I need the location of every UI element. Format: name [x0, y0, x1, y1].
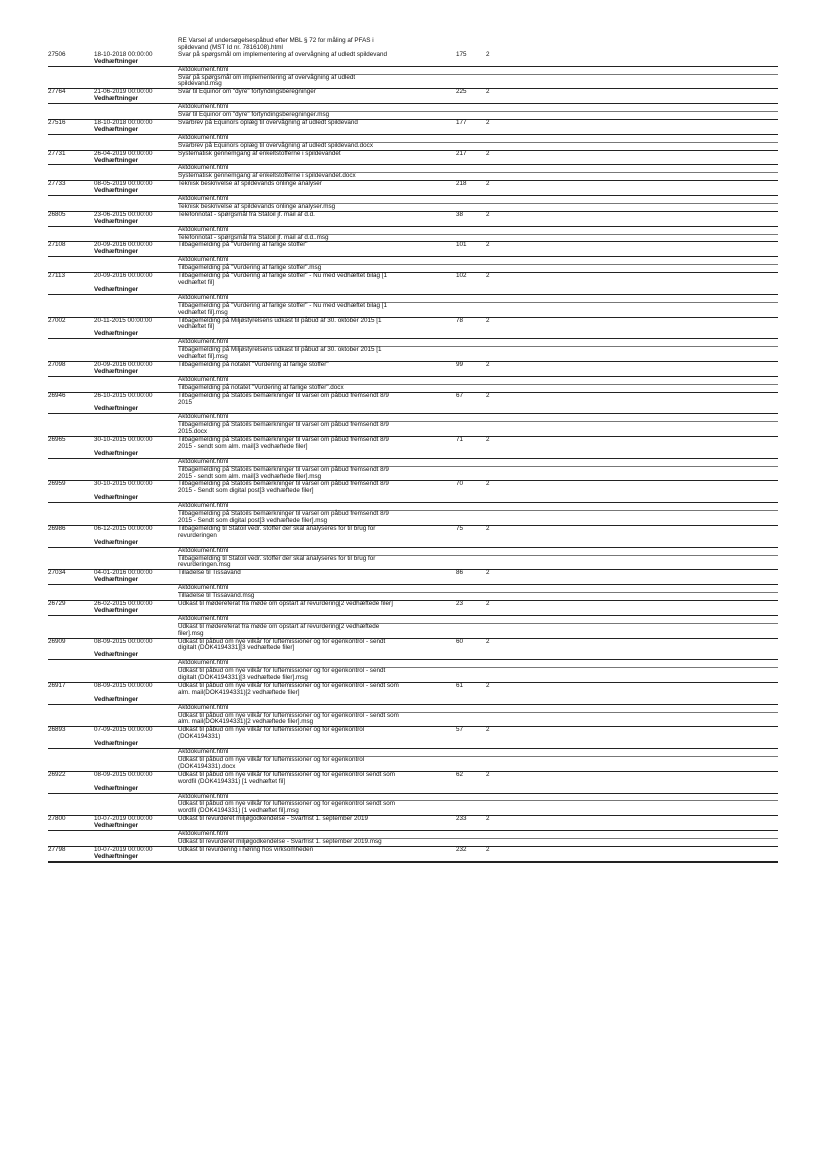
- attachment-line: wordfil (DOK4194331) [1 vedhæftet fil].msg: [178, 807, 299, 815]
- record-block: [48, 120, 778, 151]
- record-title: [178, 362, 456, 369]
- record-date: 18-10-2018 00:00:00: [94, 118, 153, 126]
- record-pages: 2: [486, 272, 490, 280]
- record-date: 26-04-2019 00:00:00: [94, 149, 153, 157]
- record-id: 27764: [48, 88, 66, 96]
- record-title-line: Tilladelse til Tissavand: [178, 569, 241, 577]
- record-block: [48, 847, 778, 863]
- record-id: 26917: [48, 681, 66, 689]
- attachment-line: 2015 - Sendt som digital post[3 vedhæftede filer].msg: [178, 517, 328, 524]
- attachment-line: revurderingen.msg: [178, 561, 231, 569]
- record-row: [48, 89, 778, 96]
- attachment-line: vedhæftet fil].msg: [178, 353, 228, 361]
- record-block: [48, 639, 778, 683]
- attachments-label: Vedhæftninger: [48, 331, 778, 339]
- attachments-list: [48, 295, 778, 317]
- record-id: 26909: [48, 637, 66, 645]
- record-title-line: Tilbagemelding på Statoils bemærkninger til varsel om påbud fremsendt 8/9: [178, 391, 389, 399]
- record-id: 27733: [48, 180, 66, 188]
- attachments-label: Vedhæftninger: [48, 786, 778, 794]
- record-pages: 2: [486, 241, 490, 249]
- attachments-label: Vedhæftninger: [48, 369, 778, 377]
- record-row: [48, 570, 778, 577]
- record-date: 08-05-2019 00:00:00: [94, 180, 153, 188]
- document-page: [48, 38, 778, 863]
- record-title-line: Svar til Equinor om "dyre" fortyndingsberegninger: [178, 88, 316, 96]
- record-block: [48, 52, 778, 90]
- record-id: 27002: [48, 316, 66, 324]
- lead-text-line: spildevand (MST Id nr. 7816108).html: [178, 43, 283, 51]
- record-row: [48, 772, 778, 786]
- record-row: [48, 242, 778, 249]
- record-id: 27798: [48, 845, 66, 853]
- record-block: [48, 89, 778, 120]
- record-title-line: Tilbagemelding på Miljøstyrelsens udkast til påbud af 30. oktober 2015 [1: [178, 316, 382, 324]
- record-title-line: Udkast til mødereferat fra møde om opstart af revurdering[2 vedhæftede filer]: [178, 599, 393, 607]
- record-pages: 2: [486, 118, 490, 126]
- attachments-list: [48, 414, 778, 436]
- record-row: [48, 639, 778, 653]
- record-number: 102: [456, 272, 467, 280]
- record-pages: 2: [486, 681, 490, 689]
- attachment-line: spildevand.msg: [178, 80, 222, 88]
- attachment-line: Udkast til påbud om nye vilkår for luftemissioner og for egenkontrol - sendt som: [178, 712, 778, 720]
- record-id: 26986: [48, 524, 66, 532]
- record-pages: 2: [486, 50, 490, 58]
- attachments-list: [48, 459, 778, 481]
- record-number: 86: [456, 569, 464, 577]
- record-title-line: Telefonnotat - spørgsmål fra Statoil jf. mail af d.d.: [178, 210, 315, 218]
- record-id: 27800: [48, 815, 66, 823]
- attachments-list: [48, 749, 778, 771]
- record-pages: 2: [486, 845, 490, 853]
- attachment-line: Aktdokument.html: [178, 748, 229, 756]
- record-title-line: Tilbagemelding på "Vurdering af farlige stoffer" - Nu med vedhæftet bilag [1: [178, 272, 387, 280]
- record-date: 04-01-2016 00:00:00: [94, 569, 153, 577]
- attachment-line: Aktdokument.html: [178, 614, 229, 622]
- record-title: [178, 683, 456, 697]
- attachments-label: Vedhæftninger: [48, 59, 778, 67]
- attachment-line: Aktdokument.html: [178, 65, 229, 73]
- record-title: [178, 847, 456, 854]
- record-title-line: revurderingen: [178, 531, 217, 539]
- attachments-list: [48, 104, 778, 119]
- attachments-list: [48, 831, 778, 846]
- attachments-label: Vedhæftninger: [48, 451, 778, 459]
- record-row: [48, 601, 778, 608]
- record-block: [48, 437, 778, 481]
- attachment-line: 2015 - sendt som alm. mail[3 vedhæftede filer].msg: [178, 472, 322, 480]
- record-title: [178, 318, 456, 332]
- record-number: 57: [456, 726, 464, 734]
- attachments-label: Vedhæftninger: [48, 219, 778, 227]
- record-block: [48, 601, 778, 639]
- attachment-line: Svar til Equinor om "dyre" fortyndingsberegninger.msg: [178, 111, 778, 119]
- record-title-line: Udkast til påbud om nye vilkår for luftemissioner og for egenkontrol - sendt: [178, 637, 386, 645]
- record-date: 10-07-2019 00:00:00: [94, 815, 153, 823]
- attachment-line: Tilbagemelding på notatet "Vurdering af farlige stoffer".docx: [178, 384, 778, 392]
- record-date: 23-06-2015 00:00:00: [94, 210, 153, 218]
- attachment-line: Aktdokument.html: [178, 256, 229, 264]
- record-number: 62: [456, 770, 464, 778]
- record-number: 101: [456, 241, 467, 249]
- lead-continuation: [48, 38, 778, 52]
- record-title-line: Udkast til påbud om nye vilkår for luftemissioner og for egenkontrol: [178, 726, 365, 734]
- attachment-line: Svarbrev på Equinors oplæg til overvågning af udledt spildevand.docx: [178, 142, 778, 150]
- record-title-line: 2015 - Sendt som digital post[3 vedhæftede filer]: [178, 487, 314, 495]
- attachment-line: Tilbagemelding på Miljøstyrelsens udkast til påbud af 30. oktober 2015 [1: [178, 346, 778, 354]
- record-row: [48, 273, 778, 287]
- attachment-line: vedhæftet fil].msg: [178, 308, 228, 316]
- record-title-line: Udkast til påbud om nye vilkår for luftemissioner og for egenkontrol - sendt som: [178, 681, 399, 689]
- record-title-line: vedhæftet fil]: [178, 323, 215, 331]
- record-title-line: alm. mail(DOK4194331)[2 vedhæftede filer]: [178, 688, 300, 696]
- record-row: [48, 52, 778, 59]
- attachment-line: Aktdokument.html: [178, 164, 229, 172]
- attachment-line: Teknisk beskrivelse af spildevands onlinge analyser.msg: [178, 203, 778, 211]
- record-date: 18-10-2018 00:00:00: [94, 50, 153, 58]
- record-date: 30-10-2015 00:00:00: [94, 480, 153, 488]
- attachment-line: Aktdokument.html: [178, 103, 229, 111]
- attachments-label: Vedhæftninger: [48, 127, 778, 135]
- record-title-line: Udkast til revurderet miljøgodkendelse - Svarfrist 1. september 2019: [178, 815, 369, 823]
- record-row: [48, 151, 778, 158]
- attachment-line: Aktdokument.html: [178, 792, 229, 800]
- record-id: 27113: [48, 272, 66, 280]
- attachment-line: Udkast til påbud om nye vilkår for luftemissioner og for egenkontrol - sendt: [178, 667, 778, 675]
- record-title: [178, 120, 456, 127]
- attachments-label: Vedhæftninger: [48, 823, 778, 831]
- record-title-line: wordfil (DOK4194331) [1 vedhæftet fil]: [178, 777, 286, 785]
- record-title: [178, 639, 456, 653]
- attachment-line: Tilladelse til Tissavand.msg: [178, 592, 778, 600]
- record-number: 61: [456, 681, 464, 689]
- record-block: [48, 481, 778, 525]
- record-title-line: 2015 - sendt som alm. mail[3 vedhæftede filer]: [178, 442, 308, 450]
- attachment-line: Aktdokument.html: [178, 195, 229, 203]
- record-number: 177: [456, 118, 467, 126]
- record-date: 26-10-2015 00:00:00: [94, 391, 153, 399]
- record-number: 217: [456, 149, 467, 157]
- attachments-list: [48, 257, 778, 272]
- record-title: [178, 601, 456, 608]
- record-block: [48, 393, 778, 437]
- attachments-label: Vedhæftninger: [48, 96, 778, 104]
- record-row: [48, 181, 778, 188]
- record-number: 70: [456, 480, 464, 488]
- attachments-list: [48, 503, 778, 525]
- attachments-label: Vedhæftninger: [48, 741, 778, 749]
- record-title-line: digitalt (DOK4194331)[3 vedhæftede filer]: [178, 644, 295, 652]
- attachments-list: [48, 616, 778, 638]
- attachments-label: Vedhæftninger: [48, 495, 778, 503]
- record-title-line: Svarbrev på Equinors oplæg til overvågning af udledt spildevand: [178, 118, 358, 126]
- attachment-line: Aktdokument.html: [178, 457, 229, 465]
- record-title-line: Systematisk gennemgang af enkeltstofferne i spildevandet: [178, 149, 341, 157]
- record-number: 75: [456, 524, 464, 532]
- attachment-line: Aktdokument.html: [178, 375, 229, 383]
- record-title: [178, 181, 456, 188]
- record-block: [48, 181, 778, 212]
- attachments-list: [48, 67, 778, 89]
- attachment-line: (DOK4194331).docx: [178, 762, 236, 770]
- attachment-line: Aktdokument.html: [178, 659, 229, 667]
- attachment-line: 2015.docx: [178, 428, 208, 436]
- record-id: 27034: [48, 569, 66, 577]
- record-title-line: Tilbagemelding på notatet "Vurdering af farlige stoffer": [178, 360, 329, 368]
- attachments-label: Vedhæftninger: [48, 249, 778, 257]
- record-row: [48, 481, 778, 495]
- attachment-line: Aktdokument.html: [178, 413, 229, 421]
- record-number: 38: [456, 210, 464, 218]
- record-title-line: Svar på spørgsmål om implementering af overvågning af udledt spildevand: [178, 50, 387, 58]
- record-row: [48, 816, 778, 823]
- record-block: [48, 570, 778, 601]
- attachments-label: Vedhæftninger: [48, 577, 778, 585]
- record-number: 67: [456, 391, 464, 399]
- attachments-label: Vedhæftninger: [48, 188, 778, 196]
- attachments-list: [48, 585, 778, 600]
- record-title: [178, 526, 456, 540]
- record-pages: 2: [486, 524, 490, 532]
- attachment-line: Aktdokument.html: [178, 338, 229, 346]
- record-pages: 2: [486, 149, 490, 157]
- record-row: [48, 437, 778, 451]
- record-id: 26959: [48, 480, 66, 488]
- attachment-line: Aktdokument.html: [178, 502, 229, 510]
- attachments-list: [48, 660, 778, 682]
- record-pages: 2: [486, 88, 490, 96]
- attachment-line: digitalt (DOK4194331)[3 vedhæftede filer].msg: [178, 674, 308, 682]
- record-pages: 2: [486, 815, 490, 823]
- record-row: [48, 318, 778, 332]
- record-pages: 2: [486, 569, 490, 577]
- record-block: [48, 816, 778, 847]
- attachment-line: Udkast til påbud om nye vilkår for luftemissioner og for egenkontrol sendt som: [178, 800, 778, 808]
- record-title: [178, 437, 456, 451]
- record-pages: 2: [486, 316, 490, 324]
- record-pages: 2: [486, 726, 490, 734]
- attachment-line: alm. mail(DOK4194331)[2 vedhæftede filer].msg: [178, 718, 314, 726]
- attachment-line: Udkast til mødereferat fra møde om opstart af revurdering[2 vedhæftede: [178, 623, 778, 631]
- record-block: [48, 151, 778, 182]
- record-title: [178, 816, 456, 823]
- attachments-list: [48, 165, 778, 180]
- record-number: 99: [456, 360, 464, 368]
- attachments-label: Vedhæftninger: [48, 287, 778, 295]
- record-title-line: 2015: [178, 398, 193, 406]
- attachment-line: Aktdokument.html: [178, 546, 229, 554]
- record-date: 20-09-2016 00:00:00: [94, 241, 153, 249]
- record-pages: 2: [486, 436, 490, 444]
- record-date: 08-09-2015 00:00:00: [94, 770, 153, 778]
- record-row: [48, 212, 778, 219]
- attachments-list: [48, 705, 778, 727]
- record-title: [178, 481, 456, 495]
- record-date: 21-06-2019 00:00:00: [94, 88, 153, 96]
- record-id: 27506: [48, 50, 66, 58]
- record-date: 20-11-2015 00:00:00: [94, 316, 153, 324]
- attachment-line: Aktdokument.html: [178, 584, 229, 592]
- record-pages: 2: [486, 599, 490, 607]
- record-title: [178, 273, 456, 287]
- record-number: 175: [456, 50, 467, 58]
- record-number: 78: [456, 316, 464, 324]
- record-number: 225: [456, 88, 467, 96]
- record-pages: 2: [486, 391, 490, 399]
- record-pages: 2: [486, 180, 490, 188]
- record-title: [178, 570, 456, 577]
- attachments-list: [48, 794, 778, 816]
- attachments-list: [48, 548, 778, 570]
- record-title: [178, 151, 456, 158]
- attachment-line: filer].msg: [178, 629, 204, 637]
- record-row: [48, 526, 778, 540]
- attachments-label: Vedhæftninger: [48, 540, 778, 548]
- record-row: [48, 362, 778, 369]
- attachments-label: Vedhæftninger: [48, 697, 778, 705]
- record-id: 26946: [48, 391, 66, 399]
- attachment-line: Tilbagemelding på "Vurdering af farlige stoffer" - Nu med vedhæftet bilag [1: [178, 302, 778, 310]
- record-date: 08-09-2015 00:00:00: [94, 637, 153, 645]
- record-title-line: Tilbagemelding på "Vurdering af farlige stoffer": [178, 241, 308, 249]
- attachment-line: Tilbagemelding til Statoil vedr. stoffer der skal analyseres for til brug for: [178, 555, 778, 563]
- record-title: [178, 212, 456, 219]
- lead-text-line: RE Varsel af undersøgelsespåbud efter MBL § 72 for måling af PFAS i: [178, 37, 374, 44]
- record-date: 20-09-2016 00:00:00: [94, 272, 153, 280]
- record-block: [48, 526, 778, 570]
- record-pages: 2: [486, 770, 490, 778]
- record-row: [48, 393, 778, 407]
- record-title: [178, 89, 456, 96]
- record-pages: 2: [486, 637, 490, 645]
- record-id: 26965: [48, 436, 66, 444]
- record-date: 08-09-2015 00:00:00: [94, 681, 153, 689]
- attachments-list: [48, 227, 778, 242]
- attachment-line: Udkast til revurderet miljøgodkendelse - Svarfrist 1. september 2019.msg: [178, 838, 778, 846]
- record-id: 26922: [48, 770, 66, 778]
- record-block: [48, 273, 778, 317]
- attachments-label: Vedhæftninger: [48, 158, 778, 166]
- records-list: [48, 52, 778, 863]
- record-title: [178, 772, 456, 786]
- record-title: [178, 242, 456, 249]
- record-block: [48, 362, 778, 393]
- attachments-label: Vedhæftninger: [48, 406, 778, 414]
- attachment-line: Tilbagemelding på Statoils bemærkninger til varsel om påbud fremsendt 8/9: [178, 421, 778, 429]
- record-block: [48, 242, 778, 273]
- record-title-line: Tilbagemelding til Statoil vedr. stoffer der skal analyseres for til brug for: [178, 524, 376, 532]
- record-number: 218: [456, 180, 467, 188]
- attachment-line: Aktdokument.html: [178, 133, 229, 141]
- record-number: 232: [456, 845, 467, 853]
- record-block: [48, 318, 778, 362]
- record-pages: 2: [486, 360, 490, 368]
- attachments-list: [48, 377, 778, 392]
- record-date: 10-07-2019 00:00:00: [94, 845, 153, 853]
- attachment-line: Udkast til påbud om nye vilkår for luftemissioner og for egenkontrol: [178, 756, 778, 764]
- attachment-line: Aktdokument.html: [178, 703, 229, 711]
- record-date: 20-09-2016 00:00:00: [94, 360, 153, 368]
- record-block: [48, 772, 778, 816]
- record-number: 23: [456, 599, 464, 607]
- record-title-line: vedhæftet fil]: [178, 279, 215, 286]
- record-title-line: Tilbagemelding på Statoils bemærkninger til varsel om påbud fremsendt 8/9: [178, 436, 389, 444]
- attachment-line: Telefonnotat - spørgsmål fra Statoil jf. mail af d.d..msg: [178, 234, 778, 242]
- attachments-list: [48, 196, 778, 211]
- record-number: 233: [456, 815, 467, 823]
- attachments-label: Vedhæftninger: [48, 652, 778, 660]
- record-id: 27098: [48, 360, 66, 368]
- record-block: [48, 212, 778, 243]
- attachments-list: [48, 135, 778, 150]
- attachments-list: [48, 339, 778, 361]
- attachment-line: Systematisk gennemgang af enkeltstofferne i spildevandet.docx: [178, 172, 778, 180]
- record-date: 07-09-2015 00:00:00: [94, 726, 153, 734]
- attachment-line: Aktdokument.html: [178, 830, 229, 838]
- record-title: [178, 727, 456, 741]
- record-pages: 2: [486, 210, 490, 218]
- record-title-line: (DOK4194331): [178, 733, 221, 741]
- attachment-line: Tilbagemelding på Statoils bemærkninger til varsel om påbud fremsendt 8/9: [178, 466, 778, 474]
- record-id: 27516: [48, 118, 66, 126]
- record-id: 26893: [48, 726, 66, 734]
- attachment-line: Aktdokument.html: [178, 225, 229, 233]
- record-date: 30-10-2015 00:00:00: [94, 436, 153, 444]
- record-row: [48, 683, 778, 697]
- record-title-line: Teknisk beskrivelse af spildevands onlinge analyser: [178, 180, 322, 188]
- record-title: [178, 52, 456, 59]
- record-title-line: Tilbagemelding på Statoils bemærkninger til varsel om påbud fremsendt 8/9: [178, 480, 389, 488]
- record-date: 26-02-2015 00:00:00: [94, 599, 153, 607]
- attachment-line: Aktdokument.html: [178, 293, 229, 301]
- record-date: 06-12-2015 00:00:00: [94, 524, 153, 532]
- record-number: 60: [456, 637, 464, 645]
- attachment-line: Svar på spørgsmål om implementering af overvågning af udledt: [178, 74, 778, 82]
- record-id: 26729: [48, 599, 66, 607]
- record-row: [48, 120, 778, 127]
- record-number: 71: [456, 436, 464, 444]
- record-id: 27108: [48, 241, 66, 249]
- record-block: [48, 683, 778, 727]
- record-pages: 2: [486, 480, 490, 488]
- attachment-line: Tilbagemelding på "Vurdering af farlige stoffer".msg: [178, 264, 778, 272]
- record-id: 27731: [48, 149, 66, 157]
- record-title-line: Udkast til revurdering i høring hos virksomheden: [178, 845, 314, 853]
- record-block: [48, 727, 778, 771]
- attachments-label: Vedhæftninger: [48, 854, 778, 862]
- record-row: [48, 847, 778, 854]
- record-title: [178, 393, 456, 407]
- record-id: 26805: [48, 210, 66, 218]
- record-title-line: Udkast til påbud om nye vilkår for luftemissioner og for egenkontrol sendt som: [178, 770, 395, 778]
- attachment-line: Tilbagemelding på Statoils bemærkninger til varsel om påbud fremsendt 8/9: [178, 510, 778, 518]
- attachments-label: Vedhæftninger: [48, 608, 778, 616]
- record-row: [48, 727, 778, 741]
